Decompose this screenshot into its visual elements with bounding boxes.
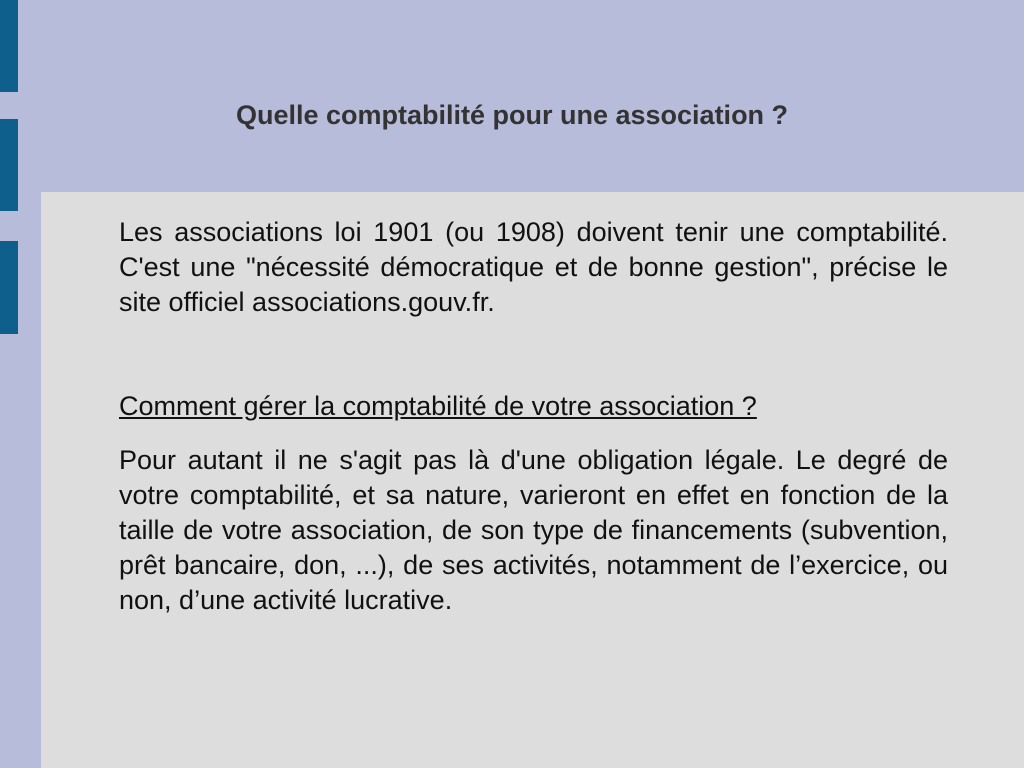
slide-title: Quelle comptabilité pour une association ? — [235, 100, 789, 130]
body-paragraph: Pour autant il ne s'agit pas là d'une obligation légale. Le degré de votre comptabilité, et sa nature, varieront en effet en fonction de la taille de votre association, de son type de financements (subvention, prêt bancaire, don, ...), de ses activités, notamment de l’exercice, ou non, d’une activité lucrative. — [119, 445, 948, 615]
accent-bar-middle — [0, 119, 18, 211]
intro-paragraph: Les associations loi 1901 (ou 1908) doivent tenir une comptabilité. C'est une "nécessité démocratique et de bonne gestion", précise le site officiel associations.gouv.fr. — [119, 217, 948, 317]
section-subheading: Comment gérer la comptabilité de votre association ? — [119, 391, 757, 421]
accent-bar-top — [0, 0, 18, 92]
accent-bar-bottom — [0, 241, 18, 334]
